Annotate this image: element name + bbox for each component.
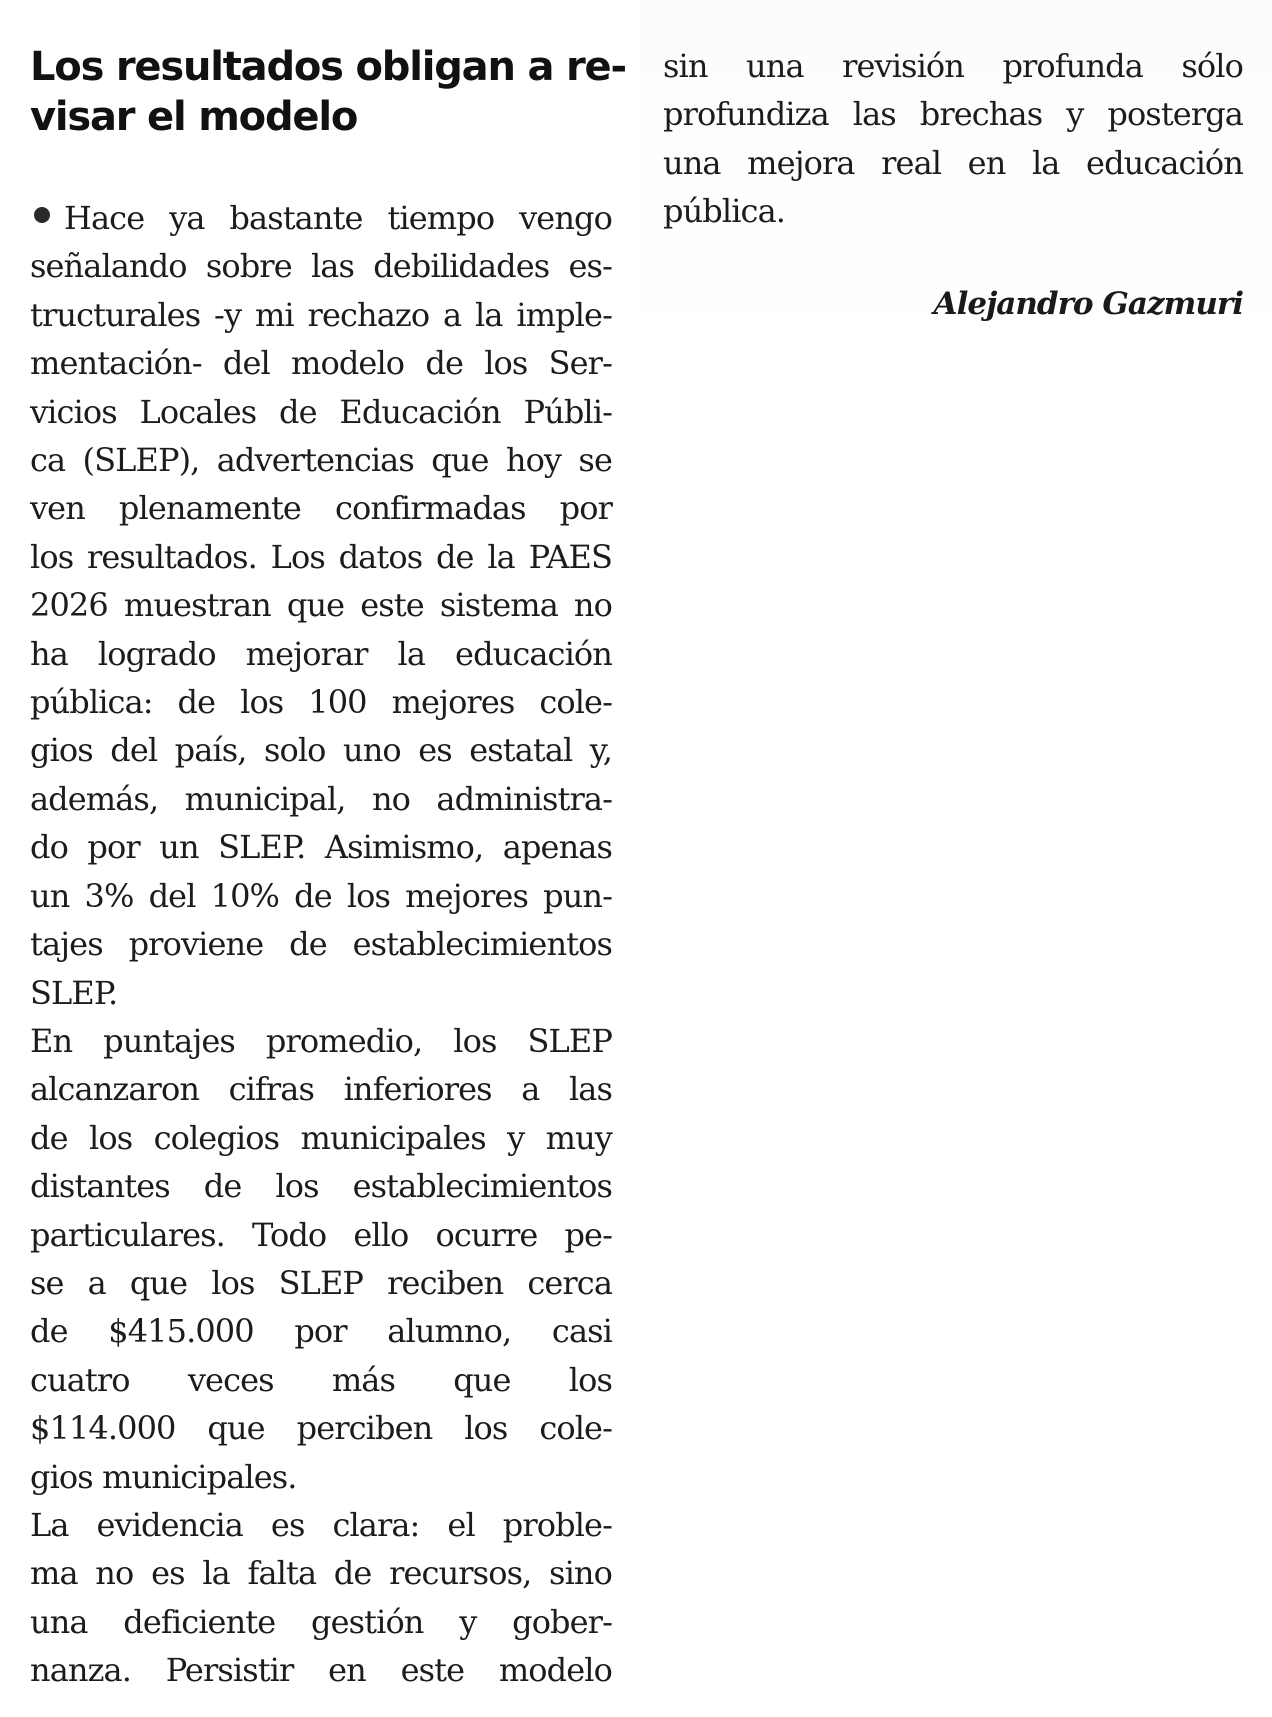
article-headline (30, 42, 626, 142)
article-body-continued (663, 42, 1243, 236)
body-line: En puntajes promedio, los SLEP (30, 1021, 612, 1060)
body-line: pública: de los 100 mejores cole- (30, 683, 612, 722)
paragraph-3 (30, 1501, 612, 1695)
body-line: vicios Locales de Educación Públi- (30, 392, 612, 431)
body-line: los resultados. Los datos de la PAES (30, 537, 612, 576)
article-body (30, 194, 612, 1695)
body-line: gios municipales. (30, 1457, 297, 1496)
body-line: alcanzaron cifras inferiores a las (30, 1070, 612, 1109)
body-line: do por un SLEP. Asimismo, apenas (30, 828, 612, 867)
body-line (30, 194, 612, 242)
body-line: profundiza las brechas y posterga (663, 95, 1243, 134)
body-line: distantes de los establecimientos (30, 1167, 612, 1206)
headline-line: visar el modelo (30, 94, 358, 140)
body-line: mentación- del modelo de los Ser- (30, 344, 612, 383)
bullet-icon (34, 207, 50, 223)
body-line: una mejora real en la educación (663, 143, 1243, 182)
body-line: ma no es la falta de recursos, sino (30, 1554, 612, 1593)
body-line: SLEP. (30, 973, 118, 1012)
body-line: de $415.000 por alumno, casi (30, 1312, 612, 1351)
body-line: sin una revisión profunda sólo (663, 47, 1243, 85)
body-line: señalando sobre las debilidades es- (30, 247, 612, 286)
body-line: nanza. Persistir en este modelo (30, 1651, 612, 1690)
headline-line: Los resultados obligan a re- (30, 44, 626, 90)
body-line: un 3% del 10% de los mejores pun- (30, 876, 612, 915)
body-line: tajes proviene de establecimientos (30, 925, 612, 964)
body-line: La evidencia es clara: el proble- (30, 1505, 612, 1544)
body-line: tructurales -y mi rechazo a la imple- (30, 295, 612, 334)
paragraph-2 (30, 1017, 612, 1501)
author-signature: Alejandro Gazmuri (933, 285, 1243, 322)
body-line: gios del país, solo uno es estatal y, (30, 731, 612, 770)
body-line: una deficiente gestión y gober- (30, 1602, 612, 1641)
body-line: pública. (663, 192, 786, 231)
body-line: se a que los SLEP reciben cerca (30, 1263, 612, 1302)
body-line: cuatro veces más que los (30, 1360, 612, 1399)
left-column (30, 42, 626, 1695)
body-line: ven plenamente confirmadas por (30, 489, 612, 528)
body-line: 2026 muestran que este sistema no (30, 586, 612, 625)
body-line: ha logrado mejorar la educación (30, 634, 612, 673)
body-line: ca (SLEP), advertencias que hoy se (30, 441, 612, 480)
body-line: $114.000 que perciben los cole- (30, 1409, 612, 1448)
body-line: particulares. Todo ello ocurre pe- (30, 1215, 612, 1254)
body-line: además, municipal, no administra- (30, 779, 612, 818)
right-column (663, 42, 1243, 328)
body-line: de los colegios municipales y muy (30, 1118, 612, 1157)
paragraph-1 (30, 194, 612, 1017)
body-line-text: Hace ya bastante tiempo vengo (64, 199, 612, 237)
paragraph-3-continued (663, 42, 1243, 236)
